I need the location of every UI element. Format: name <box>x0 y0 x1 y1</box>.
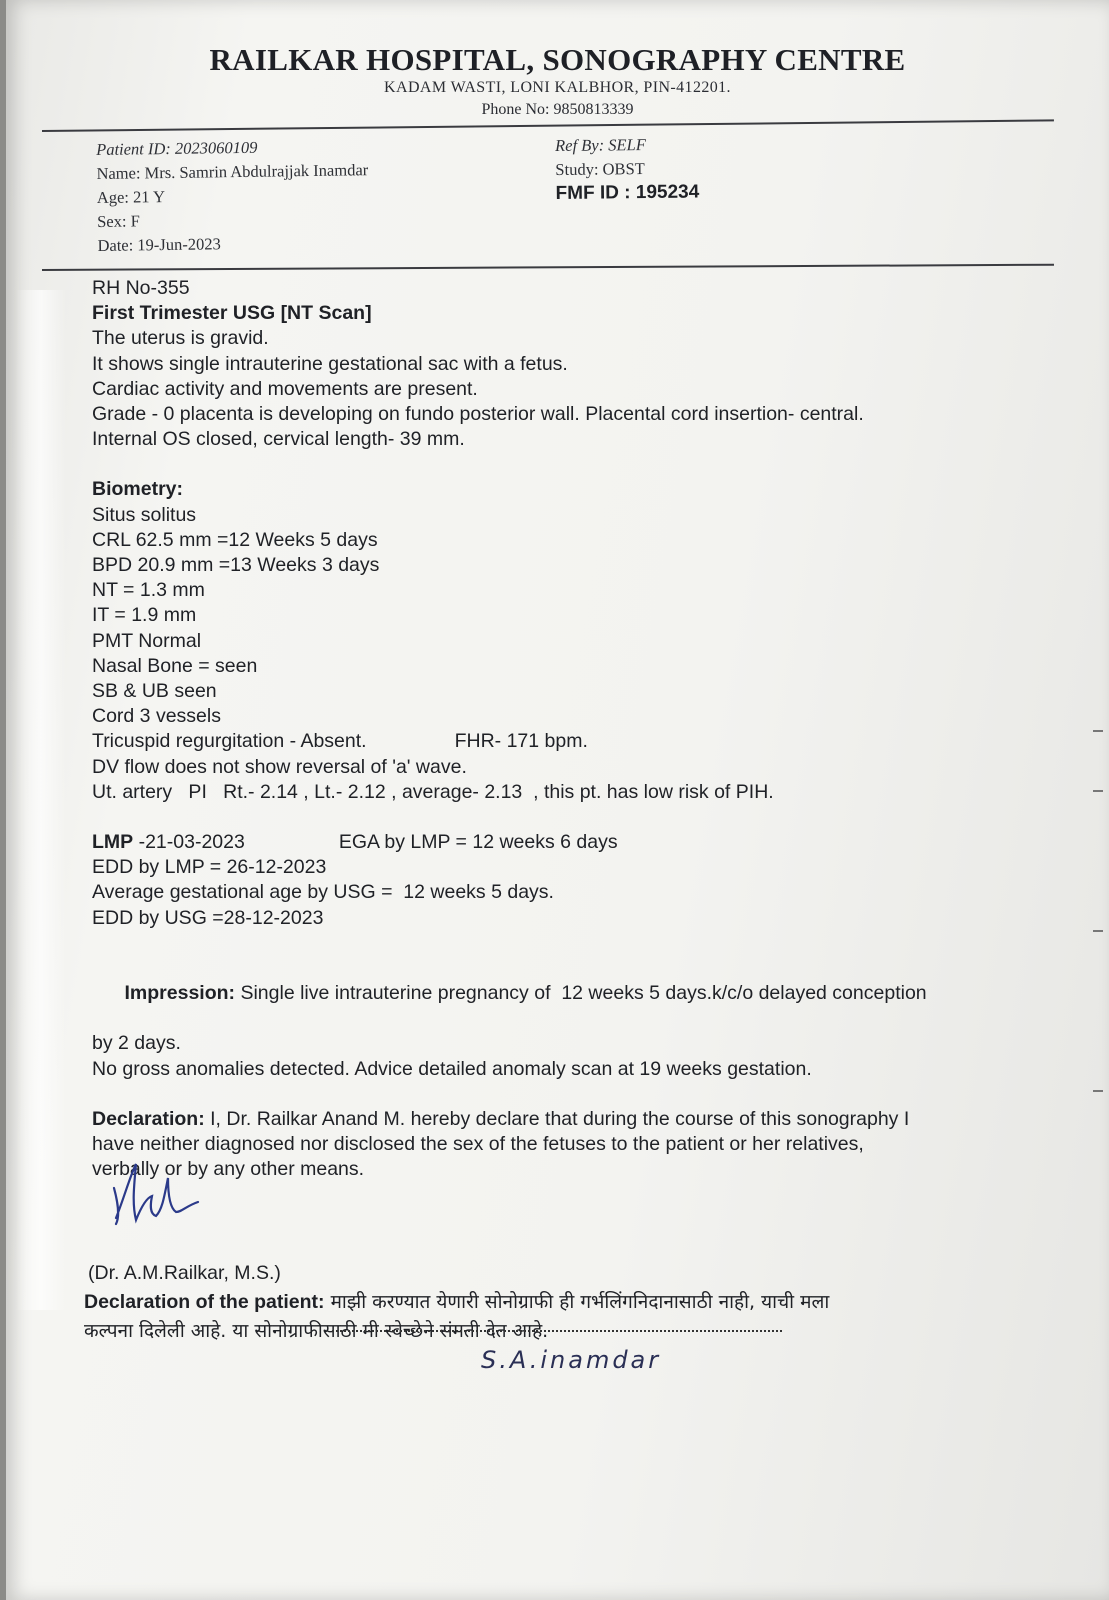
edge-mark <box>1093 930 1103 932</box>
patient-declaration: Declaration of the patient: माझी करण्यात येणारी सोनोग्राफी ही गर्भलिंगनिदानासाठी नाही, याची मला <box>84 1290 830 1313</box>
finding-line: Internal OS closed, cervical length- 39 mm. <box>92 428 465 451</box>
edd-by-usg: EDD by USG =28-12-2023 <box>92 906 324 929</box>
uterine-artery: Ut. artery PI Rt.- 2.14 , Lt.- 2.12 , average- 2.13 , this pt. has low risk of PIH. <box>92 780 774 803</box>
patient-signature: S.A.inamdar <box>481 1346 662 1374</box>
biometry-line: IT = 1.9 mm <box>92 604 197 627</box>
tricuspid-fhr-line <box>92 729 1052 754</box>
doctor-declaration: Declaration: I, Dr. Railkar Anand M. hereby declare that during the course of this sonography I <box>92 1107 910 1130</box>
patient-info-right <box>555 132 699 205</box>
study-type: Study: OBST <box>555 159 645 179</box>
doctor-name: (Dr. A.M.Railkar, M.S.) <box>88 1261 281 1284</box>
tricuspid-regurgitation: Tricuspid regurgitation - Absent. <box>92 730 367 753</box>
biometry-line: Situs solitus <box>92 503 197 526</box>
paper-fold-shadow <box>16 290 66 1310</box>
finding-line: Grade - 0 placenta is developing on fundo posterior wall. Placental cord insertion- central. <box>92 403 864 426</box>
report-title: First Trimester USG [NT Scan] <box>92 302 372 325</box>
biometry-line: SB & UB seen <box>92 680 217 703</box>
patient-signature-line <box>332 1330 782 1332</box>
biometry-heading: Biometry: <box>92 478 184 501</box>
referred-by: Ref By: SELF <box>555 135 646 155</box>
patient-age: Age: 21 Y <box>96 187 166 207</box>
patient-name: Name: Mrs. Samrin Abdulrajjak Inamdar <box>96 160 369 183</box>
finding-line: Cardiac activity and movements are present. <box>92 377 478 400</box>
edge-mark <box>1093 790 1103 792</box>
impression-advice: No gross anomalies detected. Advice detailed anomaly scan at 19 weeks gestation. <box>92 1057 812 1080</box>
hospital-address: KADAM WASTI, LONI KALBHOR, PIN-412201. <box>384 79 731 96</box>
biometry-line: BPD 20.9 mm =13 Weeks 3 days <box>92 554 380 577</box>
edge-mark <box>1093 1090 1103 1092</box>
patient-declaration-cont: कल्पना दिलेली आहे. या सोनोग्राफीसाठी मी स्वेच्छेने संमती देत आहे. <box>84 1319 549 1342</box>
patient-id: Patient ID: 2023060109 <box>96 137 258 159</box>
dv-flow: DV flow does not show reversal of 'a' wave. <box>92 755 467 778</box>
biometry-line: Cord 3 vessels <box>92 705 221 728</box>
biometry-line: PMT Normal <box>92 629 202 652</box>
impression-cont: by 2 days. <box>92 1032 181 1055</box>
biometry-line: Nasal Bone = seen <box>92 654 258 677</box>
fetal-heart-rate: FHR- 171 bpm. <box>454 730 588 753</box>
doctor-signature <box>106 1158 216 1228</box>
edge-mark <box>1093 730 1103 732</box>
lmp-label: LMP <box>92 831 134 854</box>
header-divider <box>42 119 1054 132</box>
patient-sex: Sex: F <box>97 211 140 231</box>
doctor-declaration-cont: verbally or by any other means. <box>92 1158 365 1181</box>
report-body <box>84 276 1052 1344</box>
biometry-line: CRL 62.5 mm =12 Weeks 5 days <box>92 528 378 551</box>
report-date: Date: 19-Jun-2023 <box>97 234 221 255</box>
finding-line: It shows single intrauterine gestational sac with a fetus. <box>92 352 568 375</box>
patient-info-divider <box>42 264 1054 271</box>
lmp-value: -21-03-2023 <box>133 831 245 854</box>
report-paper <box>6 0 1109 1600</box>
doctor-declaration-cont: have neither diagnosed nor disclosed the sex of the fetuses to the patient or her relatives, <box>92 1133 864 1156</box>
hospital-phone: Phone No: 9850813339 <box>481 101 634 118</box>
ega-by-lmp: EGA by LMP = 12 weeks 6 days <box>338 831 618 854</box>
lmp-line <box>92 830 1052 855</box>
finding-line: The uterus is gravid. <box>92 327 269 350</box>
fmf-id: FMF ID : 195234 <box>555 181 700 204</box>
patient-info-left <box>96 134 369 258</box>
biometry-line: NT = 1.3 mm <box>92 579 205 602</box>
avg-ga-by-usg: Average gestational age by USG = 12 weeks 5 days. <box>92 881 554 904</box>
rh-number: RH No-355 <box>92 277 190 299</box>
impression: Impression: Single live intrauterine pregnancy of 12 weeks 5 days.k/c/o delayed conception <box>124 982 927 1005</box>
hospital-name: RAILKAR HOSPITAL, SONOGRAPHY CENTRE <box>209 42 906 77</box>
edd-by-lmp: EDD by LMP = 26-12-2023 <box>92 856 327 879</box>
